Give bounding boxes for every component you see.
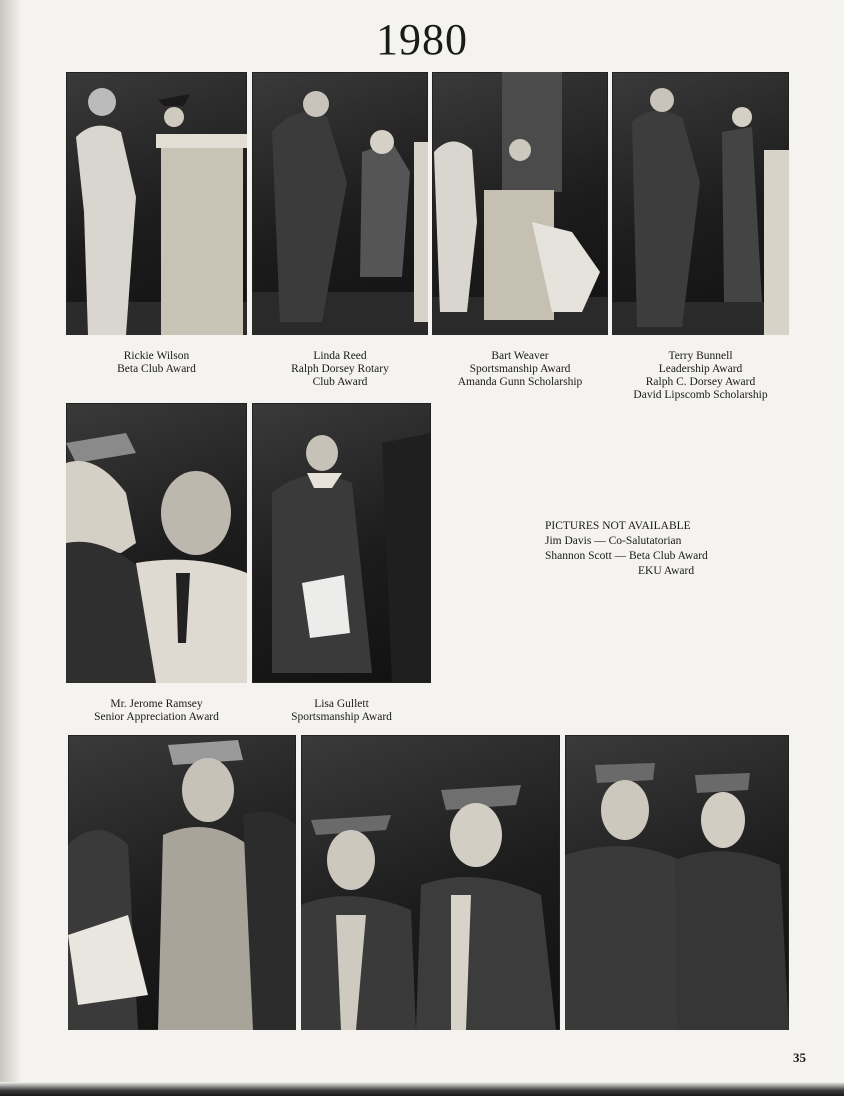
note-line: Jim Davis — Co-Salutatorian — [545, 535, 682, 547]
photo-bart-weaver — [432, 72, 608, 335]
binding-gutter — [0, 0, 22, 1096]
photo-graduates-two-students — [301, 735, 560, 1030]
caption-terry-bunnell: Terry Bunnell Leadership Award Ralph C. Dorsey Award David Lipscomb Scholarship — [633, 350, 768, 401]
caption-rickie-wilson: Rickie Wilson Beta Club Award — [117, 350, 196, 375]
page-bottom-edge — [0, 1082, 844, 1096]
caption-linda-reed: Linda Reed Ralph Dorsey Rotary Club Award — [291, 350, 389, 388]
photo-graduates-procession-left — [68, 735, 296, 1030]
photo-terry-bunnell — [612, 72, 789, 335]
caption-lisa-gullett: Lisa Gullett Sportsmanship Award — [291, 698, 392, 723]
note-heading: PICTURES NOT AVAILABLE — [545, 520, 691, 532]
page-title: 1980 — [376, 15, 468, 64]
photo-graduates-right — [565, 735, 789, 1030]
note-line: Shannon Scott — Beta Club Award — [545, 550, 708, 562]
photo-lisa-gullett — [252, 403, 431, 683]
page-number: 35 — [793, 1050, 806, 1065]
note-line: EKU Award — [638, 565, 695, 577]
pictures-not-available-note — [545, 519, 708, 579]
photo-rickie-wilson — [66, 72, 247, 335]
caption-bart-weaver: Bart Weaver Sportsmanship Award Amanda Gunn Scholarship — [457, 350, 583, 388]
photo-linda-reed — [252, 72, 428, 335]
caption-jerome-ramsey: Mr. Jerome Ramsey Senior Appreciation Award — [94, 698, 219, 723]
photo-jerome-ramsey — [66, 403, 247, 683]
